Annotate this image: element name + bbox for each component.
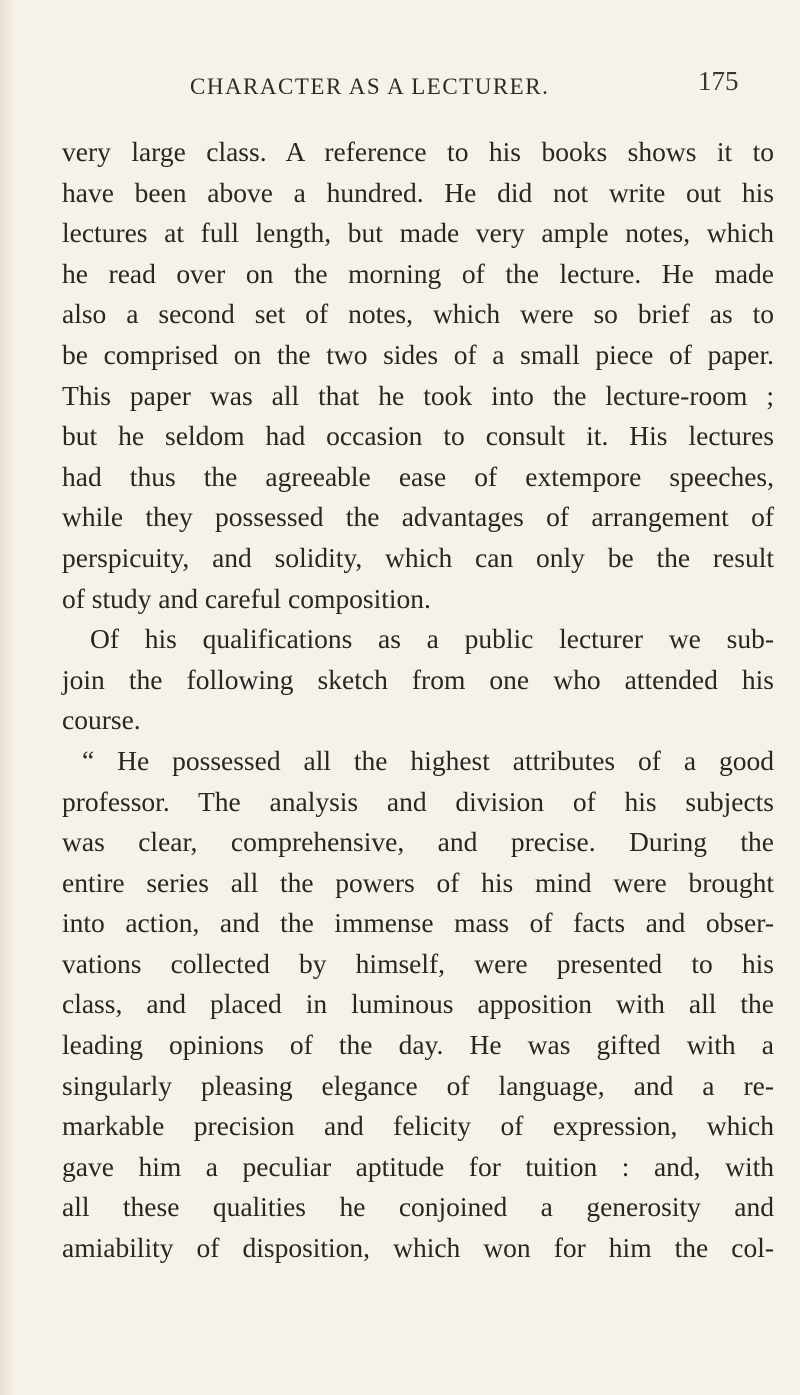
text-line: vations collected by himself, were presented to his: [62, 947, 774, 979]
running-title: CHARACTER AS A LECTURER.: [190, 74, 550, 99]
text-line: “ He possessed all the highest attributes of a good: [82, 744, 774, 776]
text-line: join the following sketch from one who attended his: [62, 663, 774, 695]
text-line: be comprised on the two sides of a small piece of paper.: [62, 338, 774, 370]
running-head: [62, 66, 774, 106]
text-line: professor. The analysis and division of his subjects: [62, 785, 774, 817]
text-line: lectures at full length, but made very ample notes, which: [62, 217, 774, 249]
page-number: 175: [698, 66, 739, 96]
text-line: course.: [62, 704, 141, 736]
text-line: very large class. A reference to his books shows it to: [62, 136, 774, 167]
text-line: of study and careful composition.: [62, 582, 431, 614]
text-line: leading opinions of the day. He was gifted with a: [62, 1029, 774, 1061]
text-line: he read over on the morning of the lecture. He made: [62, 257, 774, 289]
text-line: singularly pleasing elegance of language, and a re-: [62, 1069, 774, 1101]
text-line: all these qualities he conjoined a generosity and: [62, 1191, 774, 1223]
body-text: [62, 132, 774, 1269]
text-line: perspicuity, and solidity, which can only be the result: [62, 541, 774, 573]
text-line: had thus the agreeable ease of extempore speeches,: [62, 460, 774, 492]
page-edge-shadow: [0, 0, 14, 1395]
text-line: markable precision and felicity of expression, which: [62, 1110, 774, 1142]
text-line: entire series all the powers of his mind were brought: [62, 866, 774, 898]
text-line: but he seldom had occasion to consult it. His lectures: [62, 420, 774, 452]
text-line: while they possessed the advantages of arrangement of: [62, 501, 774, 533]
text-line: gave him a peculiar aptitude for tuition : and, with: [62, 1150, 774, 1182]
text-line: This paper was all that he took into the lecture-room ;: [62, 379, 774, 411]
text-line: into action, and the immense mass of facts and obser-: [62, 907, 774, 939]
text-line: amiability of disposition, which won for him the col-: [62, 1232, 774, 1264]
text-line: have been above a hundred. He did not write out his: [62, 176, 774, 208]
text-line: was clear, comprehensive, and precise. During the: [62, 826, 774, 858]
text-line: also a second set of notes, which were so brief as to: [62, 298, 774, 330]
text-line: Of his qualifications as a public lecturer we sub-: [90, 623, 774, 655]
text-line: class, and placed in luminous apposition with all the: [62, 988, 774, 1020]
